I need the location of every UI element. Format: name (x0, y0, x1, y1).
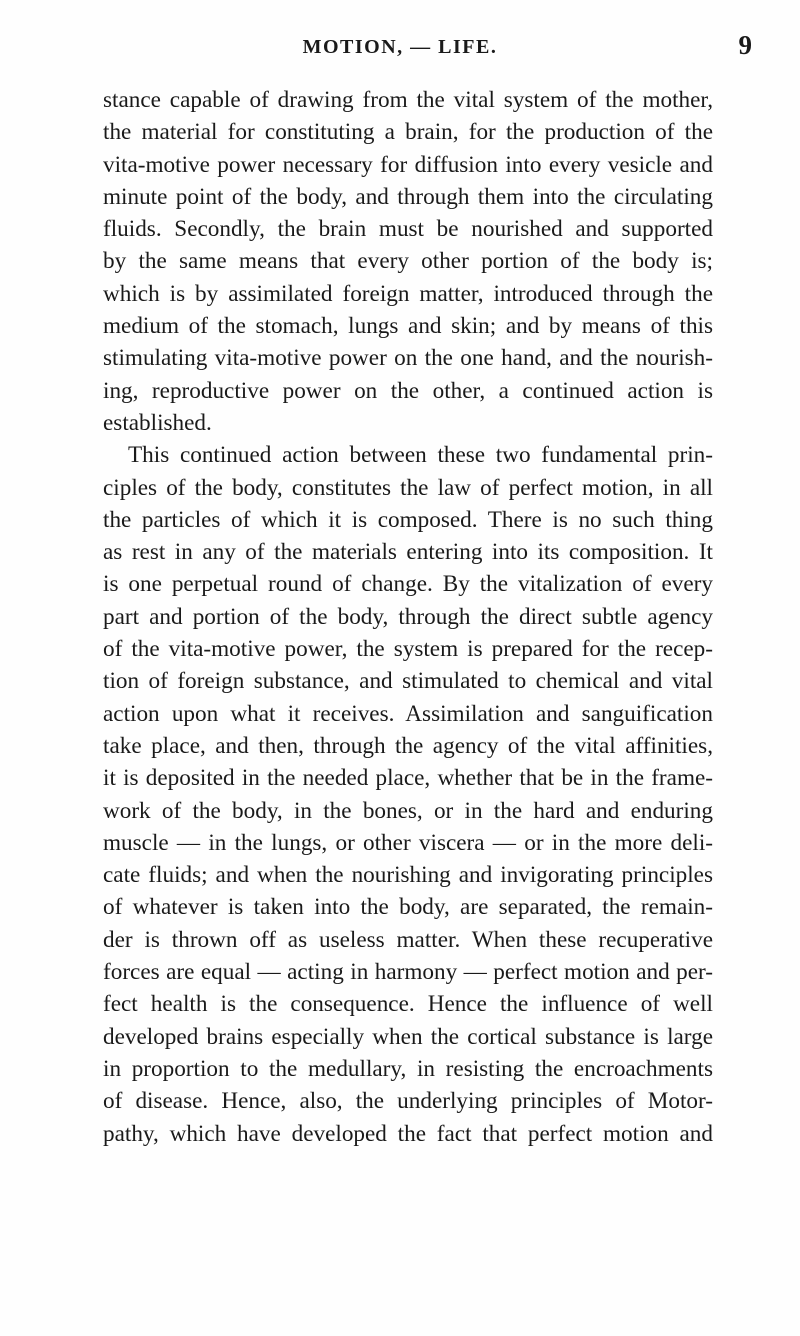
text-line: by the same means that every other portion of the body is; (103, 248, 713, 275)
paragraph-2 (103, 439, 713, 1150)
text-line: fect health is the consequence. Hence the influence of well (103, 991, 713, 1018)
text-line: of the vita-motive power, the system is prepared for the recep- (103, 636, 713, 663)
paragraph-1 (103, 84, 713, 439)
text-line: established. (103, 409, 212, 436)
text-line: is one perpetual round of change. By the vitalization of every (103, 571, 713, 598)
page-header (0, 30, 800, 70)
running-title: MOTION, — LIFE. (302, 36, 498, 58)
body-text (103, 84, 713, 1150)
text-line: ciples of the body, constitutes the law of perfect motion, in all (103, 474, 713, 501)
text-line: der is thrown off as useless matter. When these recuperative (103, 926, 713, 953)
text-line: part and portion of the body, through the direct subtle agency (103, 603, 713, 630)
text-line: muscle — in the lungs, or other viscera — or in the more deli- (103, 829, 713, 856)
text-line: work of the body, in the bones, or in the hard and enduring (103, 797, 713, 824)
text-line: pathy, which have developed the fact that perfect motion and (103, 1120, 713, 1147)
text-line: minute point of the body, and through them into the circulating (103, 183, 713, 210)
text-line: take place, and then, through the agency of the vital affinities, (103, 732, 713, 759)
text-line: developed brains especially when the cortical substance is large (103, 1023, 713, 1050)
text-line: This continued action between these two fundamental prin- (128, 442, 713, 469)
page-number: 9 (738, 30, 752, 60)
text-line: of disease. Hence, also, the underlying principles of Motor- (103, 1088, 713, 1115)
text-line: stance capable of drawing from the vital system of the mother, (103, 87, 713, 113)
text-line: the material for constituting a brain, for the production of the (103, 119, 713, 146)
text-line: as rest in any of the materials entering into its composition. It (103, 539, 713, 566)
text-line: tion of foreign substance, and stimulated to chemical and vital (103, 668, 713, 695)
text-line: stimulating vita-motive power on the one hand, and the nourish- (103, 345, 713, 372)
text-line: action upon what it receives. Assimilation and sanguification (103, 700, 713, 727)
text-line: the particles of which it is composed. There is no such thing (103, 506, 713, 533)
text-line: cate fluids; and when the nourishing and invigorating principles (103, 862, 713, 889)
text-line: vita-motive power necessary for diffusion into every vesicle and (103, 151, 713, 178)
text-line: medium of the stomach, lungs and skin; and by means of this (103, 313, 713, 340)
text-line: forces are equal — acting in harmony — perfect motion and per- (103, 959, 713, 986)
text-line: ing, reproductive power on the other, a continued action is (103, 377, 713, 404)
text-line: fluids. Secondly, the brain must be nourished and supported (103, 216, 713, 243)
text-line: which is by assimilated foreign matter, introduced through the (103, 280, 713, 307)
text-line: of whatever is taken into the body, are separated, the remain- (103, 894, 713, 921)
text-line: it is deposited in the needed place, whether that be in the frame- (103, 765, 713, 792)
text-line: in proportion to the medullary, in resisting the encroachments (103, 1055, 713, 1082)
